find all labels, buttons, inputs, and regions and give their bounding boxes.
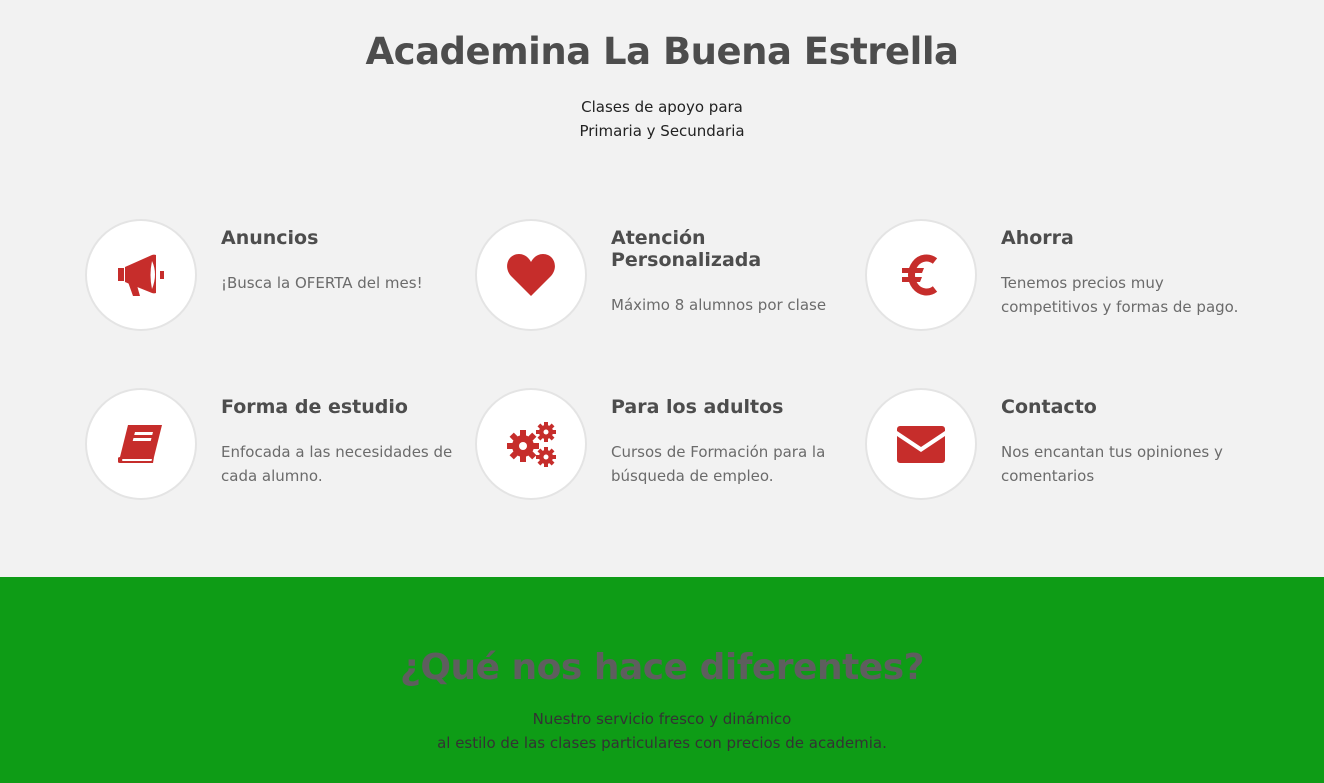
- feature-atencion-personalizada[interactable]: [477, 221, 857, 341]
- feature-contacto[interactable]: [867, 390, 1247, 510]
- feature-description: Enfocada a las necesidades de cada alumno.: [221, 443, 453, 485]
- section-subtitle: [0, 707, 1324, 755]
- feature-title: Contacto: [1001, 396, 1097, 418]
- feature-description: Nos encantan tus opiniones y comentarios: [1001, 443, 1223, 485]
- feature-title: Para los adultos: [611, 396, 784, 418]
- feature-icon-circle: [867, 221, 975, 329]
- feature-para-los-adultos[interactable]: [477, 390, 857, 510]
- feature-description: Tenemos precios muy competitivos y formas de pago.: [1001, 274, 1239, 316]
- section-title: ¿Qué nos hace diferentes?: [399, 647, 925, 688]
- euro-icon: [901, 252, 941, 298]
- feature-icon-circle: [867, 390, 975, 498]
- feature-title: Forma de estudio: [221, 396, 408, 418]
- section-subtitle-line-1: Nuestro servicio fresco y dinámico: [532, 710, 792, 728]
- book-icon: [118, 423, 164, 465]
- feature-description: ¡Busca la OFERTA del mes!: [221, 274, 423, 292]
- feature-icon-circle: [87, 221, 195, 329]
- feature-anuncios[interactable]: [87, 221, 467, 341]
- feature-title: Atención Personalizada: [611, 227, 762, 271]
- feature-title: Ahorra: [1001, 227, 1074, 249]
- page-title: Academina La Buena Estrella: [365, 30, 959, 73]
- subtitle-line-2: Primaria y Secundaria: [579, 122, 745, 140]
- subtitle-line-1: Clases de apoyo para: [581, 98, 743, 116]
- envelope-icon: [896, 424, 946, 464]
- feature-icon-circle: [477, 390, 585, 498]
- difference-section: [0, 577, 1324, 783]
- feature-description: Máximo 8 alumnos por clase: [611, 296, 827, 314]
- feature-icon-circle: [477, 221, 585, 329]
- section-subtitle-line-2: al estilo de las clases particulares con precios de academia.: [437, 734, 887, 752]
- feature-forma-de-estudio[interactable]: [87, 390, 467, 510]
- feature-ahorra[interactable]: [867, 221, 1247, 341]
- megaphone-icon: [116, 253, 166, 297]
- feature-title: Anuncios: [221, 227, 319, 249]
- page-subtitle: [0, 95, 1324, 143]
- heart-icon: [506, 253, 556, 297]
- feature-description: Cursos de Formación para la búsqueda de empleo.: [611, 443, 826, 485]
- feature-icon-circle: [87, 390, 195, 498]
- gears-icon: [505, 420, 557, 468]
